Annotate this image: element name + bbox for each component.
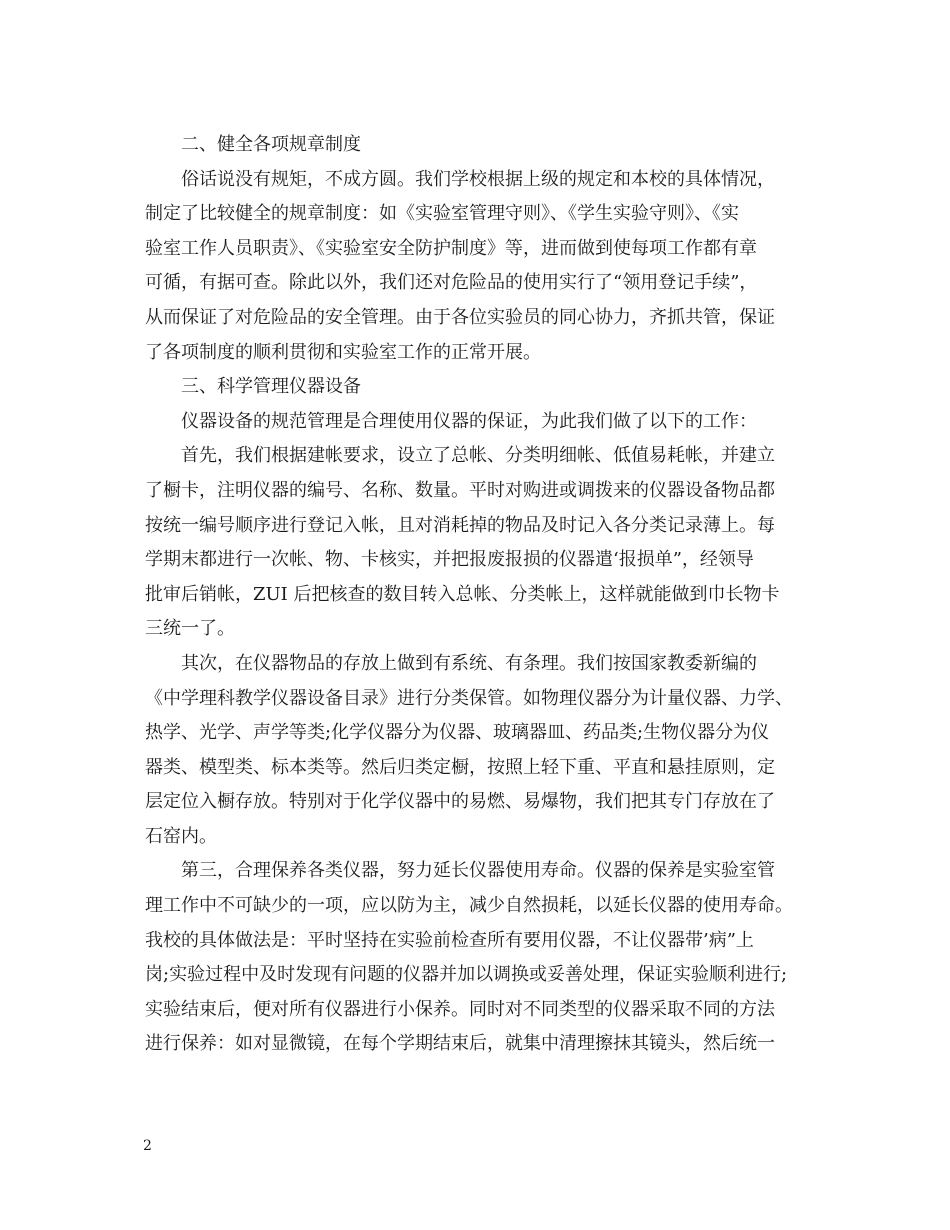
text-line: 器类、模型类、标本类等。然后归类定橱，按照上轻下重、平直和悬挂原则，定 bbox=[145, 756, 775, 778]
document-body bbox=[145, 128, 815, 1062]
text-line: 制定了比较健全的规章制度：如《实验室管理守则》、《学生实验守则》、《实 bbox=[145, 203, 739, 225]
text-line: 第三，合理保养各类仪器，努力延长仪器使用寿命。仪器的保养是实验室管 bbox=[181, 860, 775, 882]
text-line: 可循，有据可查。除此以外，我们还对危险品的使用实行了“领用登记手续”， bbox=[145, 272, 758, 294]
text-line: 《中学理科教学仪器设备目录》进行分类保管。如物理仪器分为计量仪器、力学、 bbox=[145, 687, 793, 709]
text-line: 二、健全各项规章制度 bbox=[181, 134, 361, 155]
text-line: 仪器设备的规范管理是合理使用仪器的保证，为此我们做了以下的工作： bbox=[181, 410, 757, 432]
text-line: 三、科学管理仪器设备 bbox=[181, 376, 361, 398]
text-line: 学期末都进行一次帐、物、卡核实，并把报废报损的仪器遣‘报损单”，经领导 bbox=[145, 549, 754, 571]
text-line: 石窑内。 bbox=[145, 825, 217, 847]
text-line: 俗话说没有规矩，不成方圆。我们学校根据上级的规定和本校的具体情况， bbox=[181, 168, 775, 190]
text-line: 从而保证了对危险品的安全管理。由于各位实验员的同心协力，齐抓共管，保证 bbox=[145, 306, 775, 328]
text-line: 进行保养：如对显微镜，在每个学期结束后，就集中清理擦抹其镜头，然后统一 bbox=[145, 1033, 775, 1055]
text-line: 按统一编号顺序进行登记入帐，且对消耗掉的物品及时记入各分类记录薄上。每 bbox=[145, 514, 775, 536]
text-line: 其次，在仪器物品的存放上做到有系统、有条理。我们按国家教委新编的 bbox=[181, 652, 757, 674]
text-line: 理工作中不可缺少的一项，应以防为主，减少自然损耗，以延长仪器的使用寿命。 bbox=[145, 895, 793, 917]
text-line: 了各项制度的顺利贯彻和实验室工作的正常开展。 bbox=[145, 341, 541, 363]
text-line: 岗;实验过程中及时发现有问题的仪器并加以调换或妥善处理，保证实验顺利进行; bbox=[145, 964, 788, 986]
text-line: 批审后销帐，ZUI 后把核查的数目转入总帐、分类帐上，这样就能做到巾长物卡 bbox=[145, 583, 780, 605]
text-line: 首先，我们根据建帐要求，设立了总帐、分类明细帐、低值易耗帐，并建立 bbox=[181, 445, 775, 467]
text-line: 三统一了。 bbox=[145, 618, 235, 640]
page-number: 2 bbox=[143, 1138, 152, 1154]
text-line: 验室工作人员职责》、《实验室安全防护制度》等，进而做到使每项工作都有章 bbox=[145, 237, 757, 259]
text-line: 了橱卡，注明仪器的编号、名称、数量。平时对购进或调拨来的仪器设备物品都 bbox=[145, 479, 775, 501]
text-line: 我校的具体做法是：平时坚持在实验前检查所有要用仪器，不让仪器带’病”上 bbox=[145, 929, 754, 951]
text-line: 热学、光学、声学等类;化学仪器分为仪器、玻璃器皿、药品类;生物仪器分为仪 bbox=[145, 722, 770, 744]
text-line: 实验结束后，便对所有仪器进行小保养。同时对不同类型的仪器采取不同的方法 bbox=[145, 998, 775, 1020]
text-line: 层定位入橱存放。特别对于化学仪器中的易燃、易爆物，我们把其专门存放在了 bbox=[145, 791, 775, 813]
